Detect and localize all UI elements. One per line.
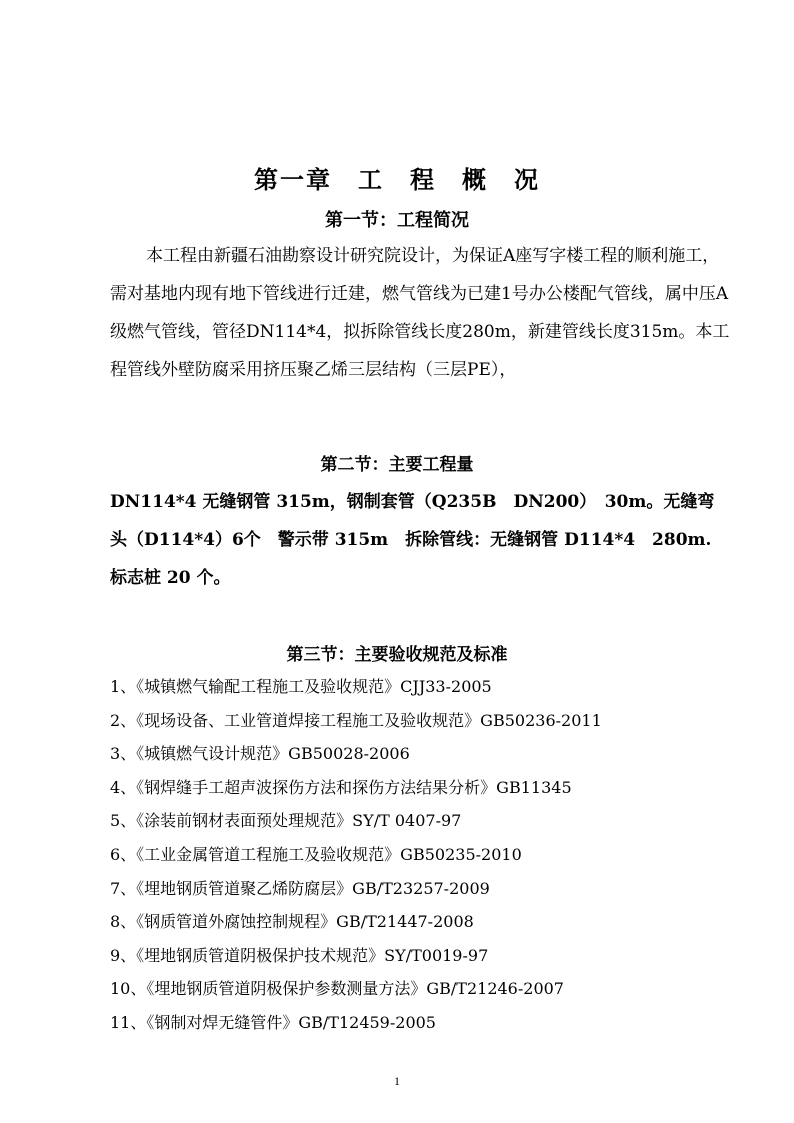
list-item: 10、《埋地钢质管道阴极保护参数测量方法》GB/T21246-2007 [110, 979, 564, 999]
standards-list [110, 670, 750, 1040]
list-item: 5、《涂装前钢材表面预处理规范》SY/T 0407-97 [110, 811, 462, 831]
list-item: 9、《埋地钢质管道阴极保护技术规范》SY/T0019-97 [110, 945, 489, 965]
chapter-title: 第一章 工 程 概 况 [254, 165, 540, 194]
list-item: 1、《城镇燃气输配工程施工及验收规范》CJJ33-2005 [110, 677, 492, 696]
list-item: 7、《埋地钢质管道聚乙烯防腐层》GB/T23257-2009 [110, 878, 490, 898]
list-item: 11、《钢制对焊无缝管件》GB/T12459-2005 [110, 1012, 436, 1032]
page-number: 1 [394, 1074, 400, 1088]
list-item: 2、《现场设备、工业管道焊接工程施工及验收规范》GB50236-2011 [110, 710, 602, 730]
list-item: 6、《工业金属管道工程施工及验收规范》GB50235-2010 [110, 844, 522, 864]
section-1-paragraph: 本工程由新疆石油勘察设计研究院设计，为保证A座写字楼工程的顺利施工，需对基地内现有地下管线进行迁建，燃气管线为已建1号办公楼配气管线，属中压A级燃气管线，管径DN114*4，拟拆除管线长度280m，新建管线长度315m。本工程管线外壁防腐采用挤压聚乙烯三层结构（三层PE）， [110, 246, 730, 380]
list-item: 8、《钢质管道外腐蚀控制规程》GB/T21447-2008 [110, 912, 474, 932]
list-item: 3、《城镇燃气设计规范》GB50028-2006 [110, 744, 410, 764]
section-1-title: 第一节：工程简况 [325, 210, 469, 231]
list-item: 4、《钢焊缝手工超声波探伤方法和探伤方法结果分析》GB11345 [110, 777, 572, 797]
section-2-title: 第二节：主要工程量 [320, 455, 474, 475]
section-2-paragraph: DN114*4 无缝钢管 315m，钢制套管（Q235B DN200） 30m。无缝弯头（D114*4）6个 警示带 315m 拆除管线：无缝钢管 D114*4 280m. 标志桩 20 个。 [110, 492, 715, 588]
section-3-title: 第三节：主要验收规范及标准 [286, 645, 508, 665]
